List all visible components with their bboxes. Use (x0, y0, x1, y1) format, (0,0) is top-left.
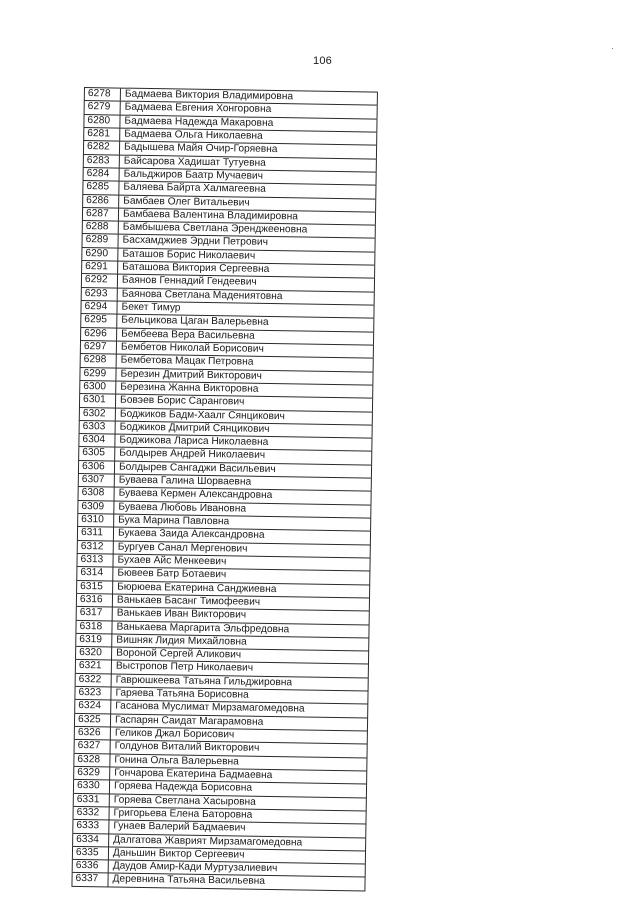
row-number-cell: 6312 (77, 541, 114, 554)
row-number-cell: 6291 (81, 261, 118, 274)
person-name-cell: Даньшин Виктор Сергеевич (109, 847, 366, 863)
row-number-cell: 6284 (83, 168, 120, 181)
page-number: 106 (313, 55, 332, 67)
person-name-cell: Бадышева Майя Очир-Горяевна (120, 142, 377, 158)
person-name-cell: Горяева Надежда Борисовна (110, 781, 367, 797)
person-name-cell: Горяева Светлана Хасыровна (110, 794, 367, 810)
row-number-cell: 6314 (76, 567, 113, 580)
row-number-cell: 6292 (81, 274, 118, 287)
person-name-cell: Ванькаев Басанг Тимофеевич (113, 594, 370, 610)
person-name-cell: Бембетов Николай Борисович (117, 341, 374, 357)
row-number-cell: 6316 (76, 594, 113, 607)
person-name-cell: Деревнина Татьяна Васильевна (108, 874, 365, 890)
person-name-cell: Бельцикова Цаган Валерьевна (117, 315, 374, 331)
person-name-cell: Буваева Кермен Александровна (115, 488, 372, 504)
row-number-cell: 6294 (80, 301, 117, 314)
person-name-cell: Гаряева Татьяна Борисовна (111, 688, 368, 704)
row-number-cell: 6298 (80, 354, 117, 367)
row-number-cell: 6330 (73, 780, 110, 793)
row-number-cell: 6287 (82, 208, 119, 221)
person-name-cell: Бамбышева Светлана Эренджеeнoвна (119, 222, 376, 238)
name-list-table (71, 87, 378, 891)
row-number-cell: 6290 (81, 248, 118, 261)
row-number-cell: 6322 (75, 674, 112, 687)
row-number-cell: 6295 (80, 314, 117, 327)
person-name-cell: Гончарова Екатерина Бадмаевна (110, 767, 367, 783)
person-name-cell: Гаврюшкеева Татьяна Гильджировна (112, 674, 369, 690)
row-number-cell: 6301 (79, 394, 116, 407)
row-number-cell: 6300 (79, 381, 116, 394)
person-name-cell: Бадмаева Виктория Владимировна (121, 89, 378, 105)
row-number-cell: 6321 (75, 660, 112, 673)
row-number-cell: 6308 (78, 487, 115, 500)
row-number-cell: 6310 (77, 514, 114, 527)
person-name-cell: Бургуев Санал Мергенович (114, 541, 371, 557)
person-name-cell: Голдунов Виталий Викторович (111, 741, 368, 757)
person-name-cell: Бадмаева Надежда Макаровна (120, 115, 377, 131)
row-number-cell: 6317 (76, 607, 113, 620)
row-number-cell: 6320 (75, 647, 112, 660)
person-name-cell: Боджикова Лариса Николаевна (115, 435, 372, 451)
row-number-cell: 6332 (72, 807, 109, 820)
person-name-cell: Баянов Геннадий Гендеевич (118, 275, 375, 291)
person-name-cell: Баляева Байрта Халмагеевна (119, 182, 376, 198)
row-number-cell: 6335 (72, 847, 109, 860)
person-name-cell: Бювеев Батр Ботаевич (113, 568, 370, 584)
person-name-cell: Григорьева Елена Батоpовна (109, 807, 366, 823)
row-number-cell: 6309 (77, 501, 114, 514)
row-number-cell: 6334 (72, 833, 109, 846)
row-number-cell: 6286 (82, 194, 119, 207)
person-name-cell: Баташов Борис Николаевич (118, 248, 375, 264)
row-number-cell: 6306 (78, 461, 115, 474)
person-name-cell: Буваева Галина Шорваевна (115, 475, 372, 491)
row-number-cell: 6302 (79, 407, 116, 420)
person-name-cell: Басхамджиев Эрдни Петрович (118, 235, 375, 251)
row-number-cell: 6299 (79, 368, 116, 381)
row-number-cell: 6333 (72, 820, 109, 833)
person-name-cell: Гунаев Валерий Бадмаевич (109, 821, 366, 837)
row-number-cell: 6311 (77, 527, 114, 540)
person-name-cell: Гонина Ольга Валерьевна (110, 754, 367, 770)
person-name-cell: Боджиков Дмитрий Сянцикович (116, 421, 373, 437)
person-name-cell: Бембетова Мацак Петровна (117, 355, 374, 371)
row-number-cell: 6337 (71, 873, 108, 886)
scan-speck (612, 48, 613, 49)
person-name-cell: Буваева Любовь Ивановна (114, 501, 371, 517)
person-name-cell: Бадмаева Ольга Николаевна (120, 129, 377, 145)
person-name-cell: Березин Дмитрий Викторович (116, 368, 373, 384)
row-number-cell: 6331 (73, 793, 110, 806)
row-number-cell: 6329 (73, 767, 110, 780)
person-name-cell: Ванькаева Маргарита Эльфредовна (112, 621, 369, 637)
row-number-cell: 6289 (81, 234, 118, 247)
person-name-cell: Байсарова Хадишат Тутуевна (120, 155, 377, 171)
person-name-cell: Геликов Джал Борисович (111, 728, 368, 744)
row-number-cell: 6325 (74, 714, 111, 727)
row-number-cell: 6318 (75, 620, 112, 633)
person-name-cell: Баянова Светлана Мадениятовна (118, 288, 375, 304)
person-name-cell: Выстропов Петр Николаевич (112, 661, 369, 677)
row-number-cell: 6282 (83, 141, 120, 154)
row-number-cell: 6278 (84, 88, 121, 101)
person-name-cell: Бухаев Айс Менкеевич (113, 554, 370, 570)
person-name-cell: Бюрюева Екатерина Санджиевна (113, 581, 370, 597)
person-name-cell: Бадмаева Евгения Хонгоровна (121, 102, 378, 118)
person-name-cell: Бовэев Борис Сарангович (116, 395, 373, 411)
row-number-cell: 6293 (81, 288, 118, 301)
row-number-cell: 6296 (80, 328, 117, 341)
person-name-cell: Болдырев Сангаджи Васильевич (115, 461, 372, 477)
row-number-cell: 6304 (78, 434, 115, 447)
person-name-cell: Далгатова Жаврият Мирзамагомедовна (109, 834, 366, 850)
person-name-cell: Бамбаев Олег Витальевич (119, 195, 376, 211)
person-name-cell: Бамбаева Валентина Владимировна (119, 208, 376, 224)
row-number-cell: 6279 (84, 101, 121, 114)
person-name-cell: Гасанова Муслимат Мирзамагомедовна (111, 701, 368, 717)
row-number-cell: 6328 (73, 754, 110, 767)
person-name-cell: Баташова Виктория Сергеевна (118, 262, 375, 278)
row-number-cell: 6297 (80, 341, 117, 354)
row-number-cell: 6281 (83, 128, 120, 141)
person-name-cell: Бембеева Вера Васильевна (117, 328, 374, 344)
row-number-cell: 6280 (83, 115, 120, 128)
person-name-cell: Бекет Тимур (117, 302, 374, 318)
person-name-cell: Бука Марина Павловна (114, 515, 371, 531)
row-number-cell: 6313 (76, 554, 113, 567)
row-number-cell: 6288 (82, 221, 119, 234)
person-name-cell: Ванькаев Иван Викторович (113, 608, 370, 624)
row-number-cell: 6283 (83, 155, 120, 168)
row-number-cell: 6305 (78, 447, 115, 460)
row-number-cell: 6324 (74, 700, 111, 713)
person-name-cell: Бальджиров Баатр Мучаевич (120, 168, 377, 184)
row-number-cell: 6323 (74, 687, 111, 700)
row-number-cell: 6319 (75, 634, 112, 647)
row-number-cell: 6326 (74, 727, 111, 740)
row-number-cell: 6315 (76, 581, 113, 594)
row-number-cell: 6327 (74, 740, 111, 753)
person-name-cell: Вороной Сергей Аликович (112, 648, 369, 664)
person-name-cell: Березина Жанна Викторовна (116, 381, 373, 397)
person-name-cell: Букаева Заида Александровна (114, 528, 371, 544)
person-name-cell: Гаспарян Саидат Магарамовна (111, 714, 368, 730)
person-name-cell: Боджиков Бадм-Хаалг Сянцикович (116, 408, 373, 424)
person-name-cell: Даудов Амир-Кади Муртузалиевич (109, 861, 366, 877)
person-name-cell: Вишняк Лидия Михайловна (112, 634, 369, 650)
row-number-cell: 6303 (79, 421, 116, 434)
person-name-cell: Болдырев Андрей Николаевич (115, 448, 372, 464)
row-number-cell: 6307 (78, 474, 115, 487)
row-number-cell: 6336 (72, 860, 109, 873)
row-number-cell: 6285 (82, 181, 119, 194)
